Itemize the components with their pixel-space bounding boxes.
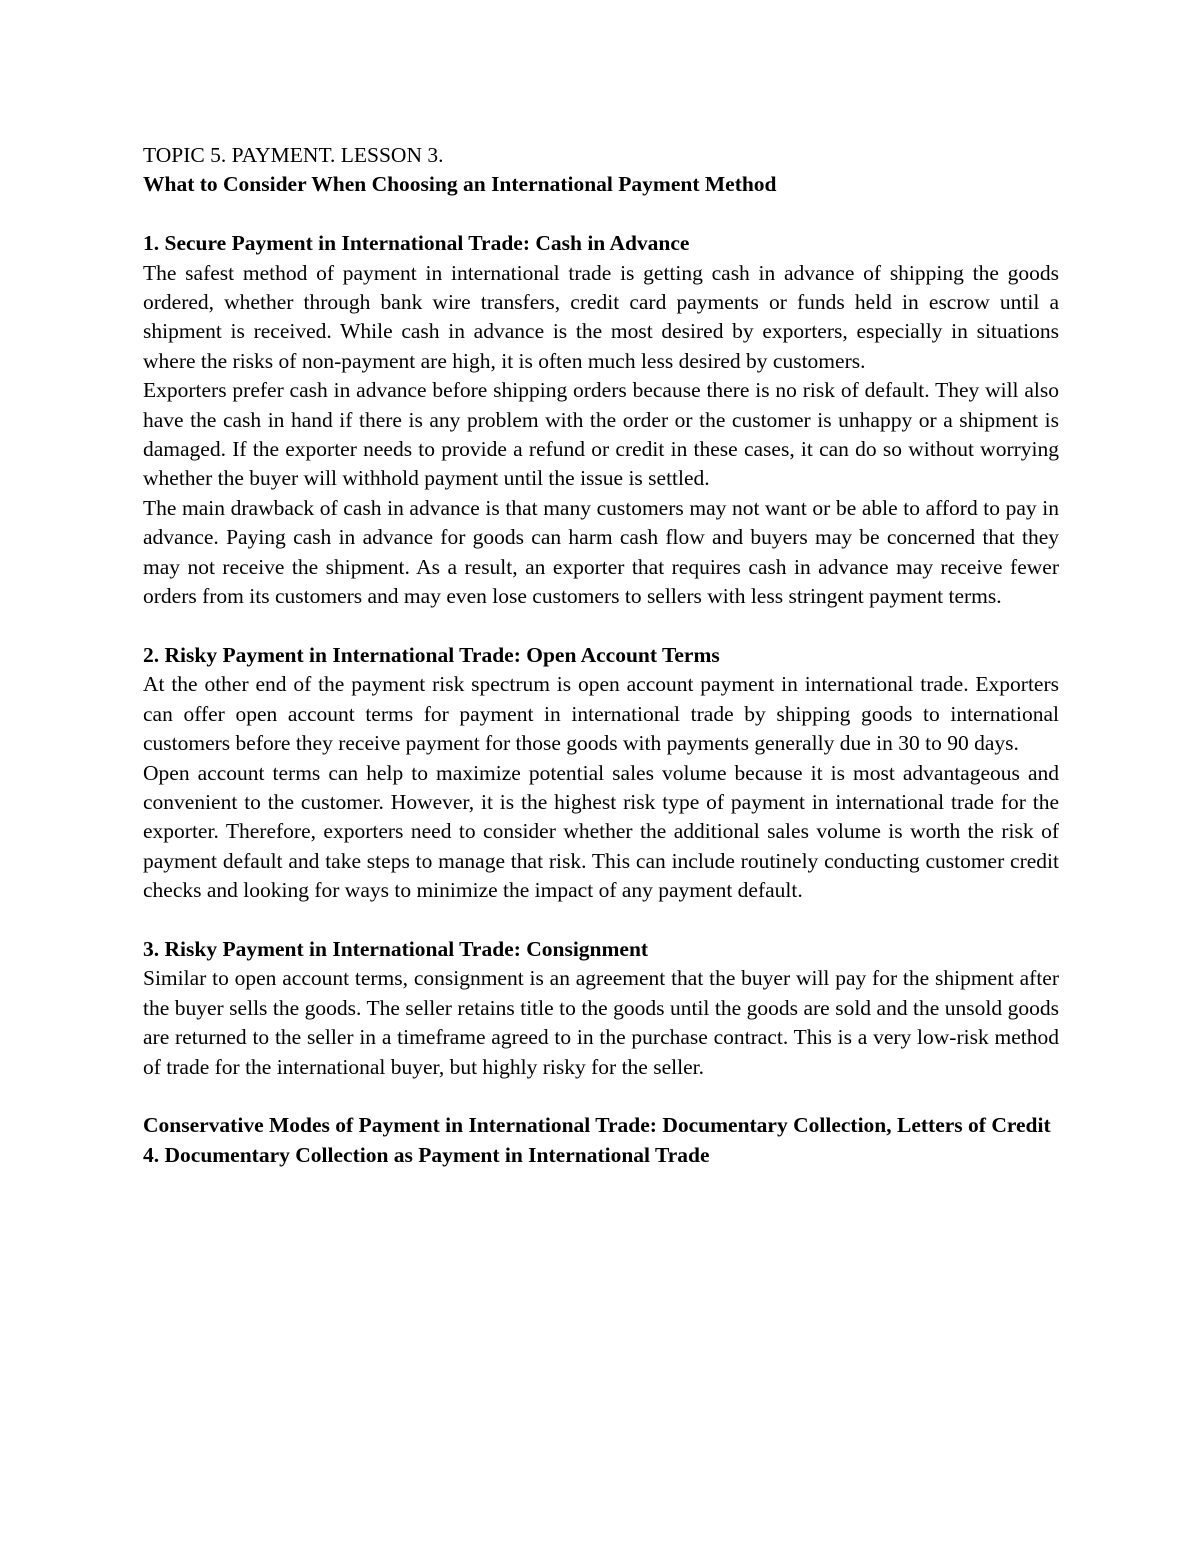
section1-paragraph-1: The safest method of payment in international trade is getting cash in advance of shipping the goods ordered, whether through bank wire transfers, credit card payments or funds held in escrow until a shipment is received. While cash in advance is the most desired by exporters, especially in situations where the risks of non-payment are high, it is often much less desired by customers. bbox=[143, 260, 1059, 373]
spacer bbox=[143, 906, 1059, 935]
section3-heading: 3. Risky Payment in International Trade: Consignment bbox=[143, 936, 649, 961]
section3-paragraph-1: Similar to open account terms, consignment is an agreement that the buyer will pay for the shipment after the buyer sells the goods. The seller retains title to the goods until the goods are sold and the unsold goods are returned to the seller in a timeframe agreed to in the purchase contract. This is a very low-risk method of trade for the international buyer, but highly risky for the seller. bbox=[143, 966, 1059, 1079]
section2-paragraph-1: At the other end of the payment risk spectrum is open account payment in international trade. Exporters can offer open account terms for payment in international trade by shipping goods to international customers before they receive payment for those goods with payments generally due in 30 to 90 days. bbox=[143, 672, 1059, 756]
section4-heading: 4. Documentary Collection as Payment in International Trade bbox=[143, 1142, 710, 1167]
section1-paragraph-3: The main drawback of cash in advance is that many customers may not want or be able to afford to pay in advance. Paying cash in advance for goods can harm cash flow and buyers may be concerned that they may not receive the shipment. As a result, an exporter that requires cash in advance may receive fewer orders from its customers and may even lose customers to sellers with less stringent payment terms. bbox=[143, 495, 1059, 609]
conservative-modes-heading: Conservative Modes of Payment in International Trade: Documentary Collection, Letters of Credit bbox=[143, 1113, 1051, 1138]
section2-paragraph-2: Open account terms can help to maximize potential sales volume because it is most advantageous and convenient to the customer. However, it is the highest risk type of payment in international trade for the exporter. Therefore, exporters need to consider whether the additional sales volume is worth the risk of payment default and take steps to manage that risk. This can include routinely conducting customer credit checks and looking for ways to minimize the impact of any payment default. bbox=[143, 760, 1059, 903]
document-page bbox=[143, 141, 1059, 1170]
spacer bbox=[143, 1082, 1059, 1111]
section1-paragraph-2: Exporters prefer cash in advance before shipping orders because there is no risk of default. They will also have the cash in hand if there is any problem with the order or the customer is unhappy or a shipment is damaged. If the exporter needs to provide a refund or credit in these cases, it can do so without worrying whether the buyer will withhold payment until the issue is settled. bbox=[143, 378, 1059, 491]
spacer bbox=[143, 200, 1059, 229]
section2-heading: 2. Risky Payment in International Trade: Open Account Terms bbox=[143, 642, 720, 667]
topic-line: TOPIC 5. PAYMENT. LESSON 3. bbox=[143, 143, 444, 167]
spacer bbox=[143, 611, 1059, 640]
section1-heading: 1. Secure Payment in International Trade: Cash in Advance bbox=[143, 231, 690, 256]
document-title: What to Consider When Choosing an International Payment Method bbox=[143, 172, 777, 197]
